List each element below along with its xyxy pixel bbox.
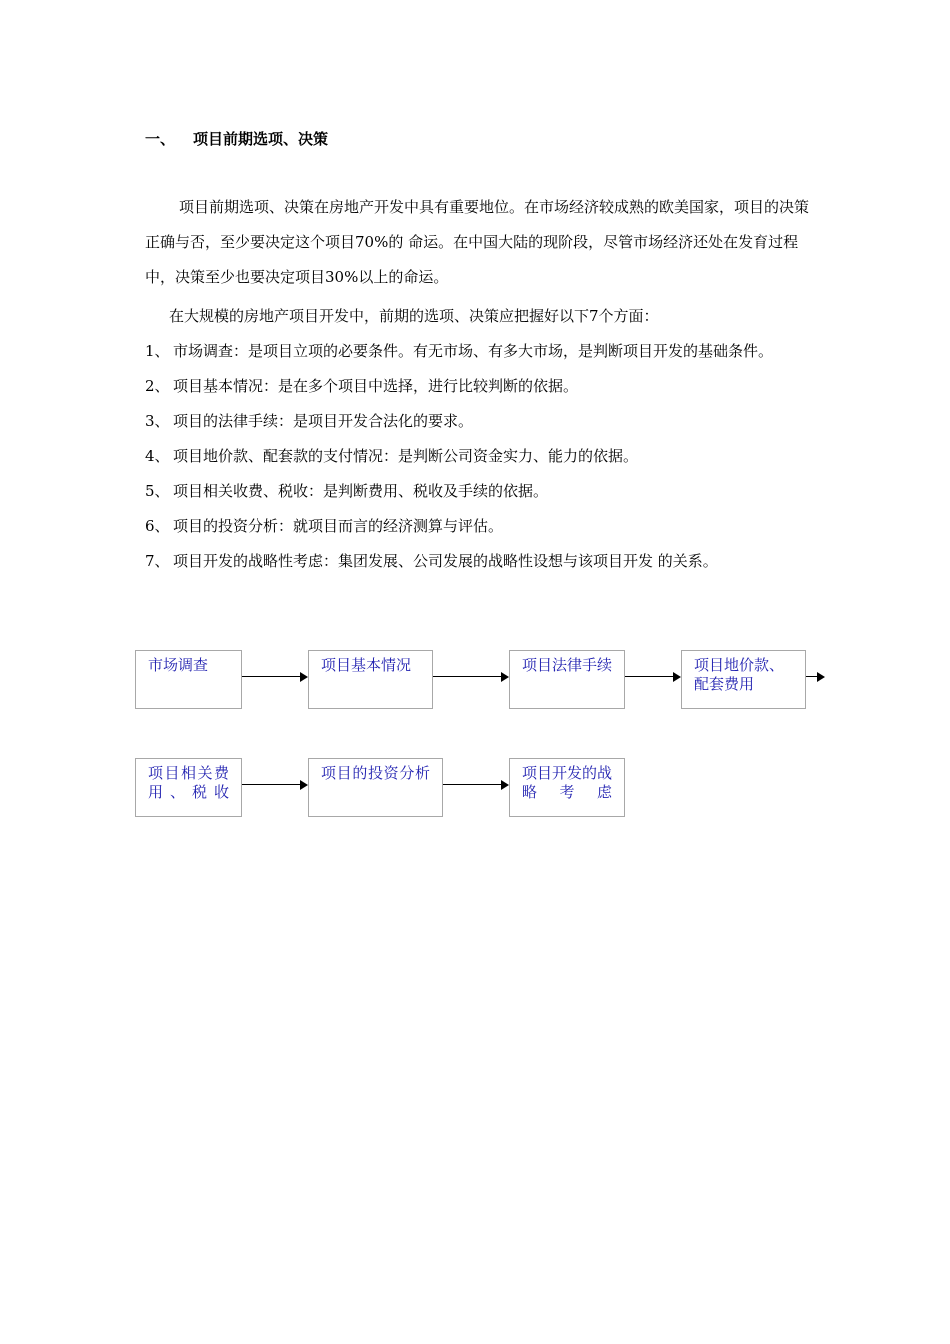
flow-box-investment-analysis: 项目的投资分析: [308, 758, 443, 817]
list-item: 3、 项目的法律手续：是项目开发合法化的要求。: [145, 412, 474, 430]
flow-arrow: [806, 672, 825, 682]
list-item: 7、 项目开发的战略性考虑：集团发展、公司发展的战略性设想与该项目开发 的关系。: [145, 552, 718, 570]
flow-arrow: [242, 780, 308, 790]
flow-box-fees-taxes: 项目相关费用、税收: [135, 758, 242, 817]
flow-arrow: [242, 672, 308, 682]
flow-arrow: [625, 672, 681, 682]
list-item: 2、 项目基本情况：是在多个项目中选择，进行比较判断的依据。: [145, 377, 579, 395]
aspects-list: [145, 334, 815, 579]
flow-arrow: [443, 780, 509, 790]
flow-box-land-price-fees: 项目地价款、配套费用: [681, 650, 806, 709]
flow-box-project-basics: 项目基本情况: [308, 650, 433, 709]
intro-paragraph: 项目前期选项、决策在房地产开发中具有重要地位。在市场经济较成熟的欧美国家，项目的决策正确与否，至少要决定这个项目70%的 命运。在中国大陆的现阶段，尽管市场经济还处在发育过程中，决策至少也要决定项目30%以上的命运。: [145, 198, 810, 286]
list-item: 6、 项目的投资分析：就项目而言的经济测算与评估。: [145, 517, 504, 535]
flow-box-market-survey: 市场调查: [135, 650, 242, 709]
section-title: 项目前期选项、决策: [193, 130, 329, 148]
flow-arrow: [433, 672, 509, 682]
list-item: 1、 市场调查：是项目立项的必要条件。有无市场、有多大市场，是判断项目开发的基础条件。: [145, 342, 774, 360]
list-item: 5、 项目相关收费、税收：是判断费用、税收及手续的依据。: [145, 482, 549, 500]
flow-box-strategic-considerations: 项目开发的战略考虑: [509, 758, 625, 817]
list-item: 4、 项目地价款、配套款的支付情况：是判断公司资金实力、能力的依据。: [145, 447, 639, 465]
section-number: 一、: [145, 130, 176, 148]
flow-box-legal-procedures: 项目法律手续: [509, 650, 625, 709]
aspects-intro-paragraph: 在大规模的房地产项目开发中，前期的选项、决策应把握好以下7个方面：: [169, 307, 659, 325]
section-heading: [145, 128, 328, 149]
